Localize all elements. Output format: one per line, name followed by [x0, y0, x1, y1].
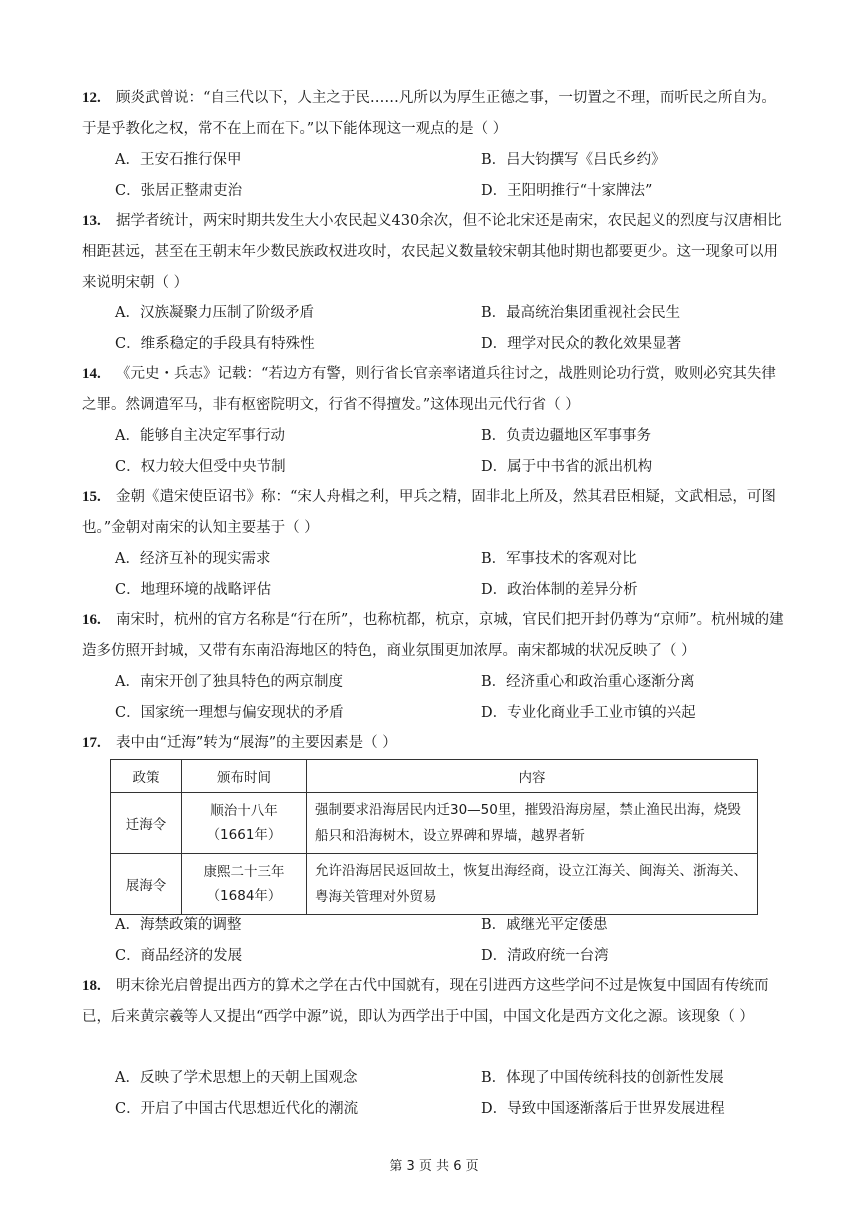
question-number: 14.	[82, 366, 101, 382]
option-d[interactable]: D．王阳明推行“十家牌法”	[481, 183, 653, 199]
time-year: （1684年）	[206, 888, 282, 904]
question-16-options	[115, 667, 795, 729]
option-c[interactable]: C．商品经济的发展	[115, 948, 243, 964]
question-13	[82, 206, 790, 299]
question-17	[82, 728, 790, 759]
option-d[interactable]: D．属于中书省的派出机构	[481, 459, 653, 475]
option-c[interactable]: C．维系稳定的手段具有特殊性	[115, 336, 315, 352]
question-stem: 据学者统计，两宋时期共发生大小农民起义430余次，但不论北宋还是南宋，农民起义的烈度与汉唐相比相距甚远，甚至在王朝末年少数民族政权进攻时，农民起义数量较宋朝其他时期也都要更少。这一现象可以用来说明宋朝（ ）	[82, 213, 782, 291]
option-c[interactable]: C．开启了中国古代思想近代化的潮流	[115, 1101, 359, 1117]
time-cell	[182, 793, 307, 854]
question-stem: 金朝《遣宋使臣诏书》称：“宋人舟楫之利，甲兵之精，固非北上所及，然其君臣相疑，文武相忌，可图也。”金朝对南宋的认知主要基于（ ）	[82, 489, 776, 536]
content-cell: 允许沿海居民返回故土，恢复出海经商，设立江海关、闽海关、浙海关、粤海关管理对外贸易	[307, 854, 758, 915]
time-year: （1661年）	[206, 827, 282, 843]
policy-cell: 展海令	[111, 854, 182, 915]
question-number: 18.	[82, 978, 101, 994]
question-stem: 顾炎武曾说：“自三代以下，人主之于民……凡所以为厚生正德之事，一切置之不理，而听民之所自为。于是乎教化之权，常不在上而在下。”以下能体现这一观点的是（ ）	[82, 90, 776, 137]
option-b[interactable]: B．最高统治集团重视社会民生	[481, 305, 681, 321]
question-12-options	[115, 145, 795, 207]
time-reign: 康熙二十三年	[203, 864, 285, 880]
option-b[interactable]: B．负责边疆地区军事事务	[481, 428, 652, 444]
option-a[interactable]: A．海禁政策的调整	[115, 917, 242, 933]
option-b[interactable]: B．经济重心和政治重心逐渐分离	[481, 674, 695, 690]
option-d[interactable]: D．导致中国逐渐落后于世界发展进程	[481, 1101, 725, 1117]
option-d[interactable]: D．清政府统一台湾	[481, 948, 609, 964]
question-number: 17.	[82, 735, 101, 751]
option-d[interactable]: D．专业化商业手工业市镇的兴起	[481, 705, 696, 721]
question-16	[82, 605, 790, 667]
option-c[interactable]: C．地理环境的战略评估	[115, 582, 272, 598]
option-d[interactable]: D．理学对民众的教化效果显著	[481, 336, 682, 352]
time-cell	[182, 854, 307, 915]
option-b[interactable]: B．体现了中国传统科技的创新性发展	[481, 1070, 724, 1086]
question-stem: 南宋时，杭州的官方名称是“行在所”，也称杭都，杭京，京城，官民们把开封仍尊为“京师”。杭州城的建造多仿照开封城，又带有东南沿海地区的特色，商业氛围更加浓厚。南宋都城的状况反映了（ ）	[82, 612, 784, 659]
question-stem: 表中由“迁海”转为“展海”的主要因素是（ ）	[116, 735, 397, 751]
question-12	[82, 83, 790, 145]
option-b[interactable]: B．吕大钧撰写《吕氏乡约》	[481, 152, 666, 168]
option-a[interactable]: A．汉族凝聚力压制了阶级矛盾	[115, 305, 314, 321]
policy-table	[110, 759, 758, 915]
question-number: 12.	[82, 90, 101, 106]
question-18	[82, 971, 790, 1033]
question-number: 13.	[82, 213, 101, 229]
option-a[interactable]: A．南宋开创了独具特色的两京制度	[115, 674, 343, 690]
question-15-options	[115, 544, 795, 606]
table-header: 颁布时间	[182, 760, 307, 793]
policy-cell: 迁海令	[111, 793, 182, 854]
option-a[interactable]: A．能够自主决定军事行动	[115, 428, 285, 444]
option-a[interactable]: A．经济互补的现实需求	[115, 551, 271, 567]
option-b[interactable]: B．戚继光平定倭患	[481, 917, 608, 933]
option-b[interactable]: B．军事技术的客观对比	[481, 551, 637, 567]
option-c[interactable]: C．国家统一理想与偏安现状的矛盾	[115, 705, 344, 721]
question-13-options	[115, 298, 795, 360]
option-a[interactable]: A．反映了学术思想上的天朝上国观念	[115, 1070, 358, 1086]
question-stem: 《元史・兵志》记载：“若边方有警，则行省长官亲率诸道兵往讨之，战胜则论功行赏，败则必究其失律之罪。然调遣军马，非有枢密院明文，行省不得擅发。”这体现出元代行省（ ）	[82, 366, 776, 413]
question-number: 16.	[82, 612, 101, 628]
content-cell: 强制要求沿海居民内迁30—50里，摧毁沿海房屋，禁止渔民出海，烧毁船只和沿海树木，设立界碑和界墙，越界者斩	[307, 793, 758, 854]
page-footer: 第 3 页 共 6 页	[389, 1159, 479, 1174]
time-reign: 顺治十八年	[210, 803, 278, 819]
table-header-row	[111, 760, 758, 793]
option-c[interactable]: C．权力较大但受中央节制	[115, 459, 286, 475]
option-d[interactable]: D．政治体制的差异分析	[481, 582, 638, 598]
question-15	[82, 482, 790, 544]
question-stem: 明末徐光启曾提出西方的算术之学在古代中国就有，现在引进西方这些学问不过是恢复中国固有传统而已，后来黄宗羲等人又提出“西学中源”说，即认为西学出于中国，中国文化是西方文化之源。该现象（ ）	[82, 978, 769, 1025]
table-row	[111, 854, 758, 915]
question-14-options	[115, 421, 795, 483]
question-17-options	[115, 910, 795, 972]
option-a[interactable]: A．王安石推行保甲	[115, 152, 242, 168]
option-c[interactable]: C．张居正整肃吏治	[115, 183, 243, 199]
question-number: 15.	[82, 489, 101, 505]
question-14	[82, 359, 790, 421]
table-header: 内容	[307, 760, 758, 793]
question-18-options	[115, 1063, 795, 1125]
table-header: 政策	[111, 760, 182, 793]
table-row	[111, 793, 758, 854]
